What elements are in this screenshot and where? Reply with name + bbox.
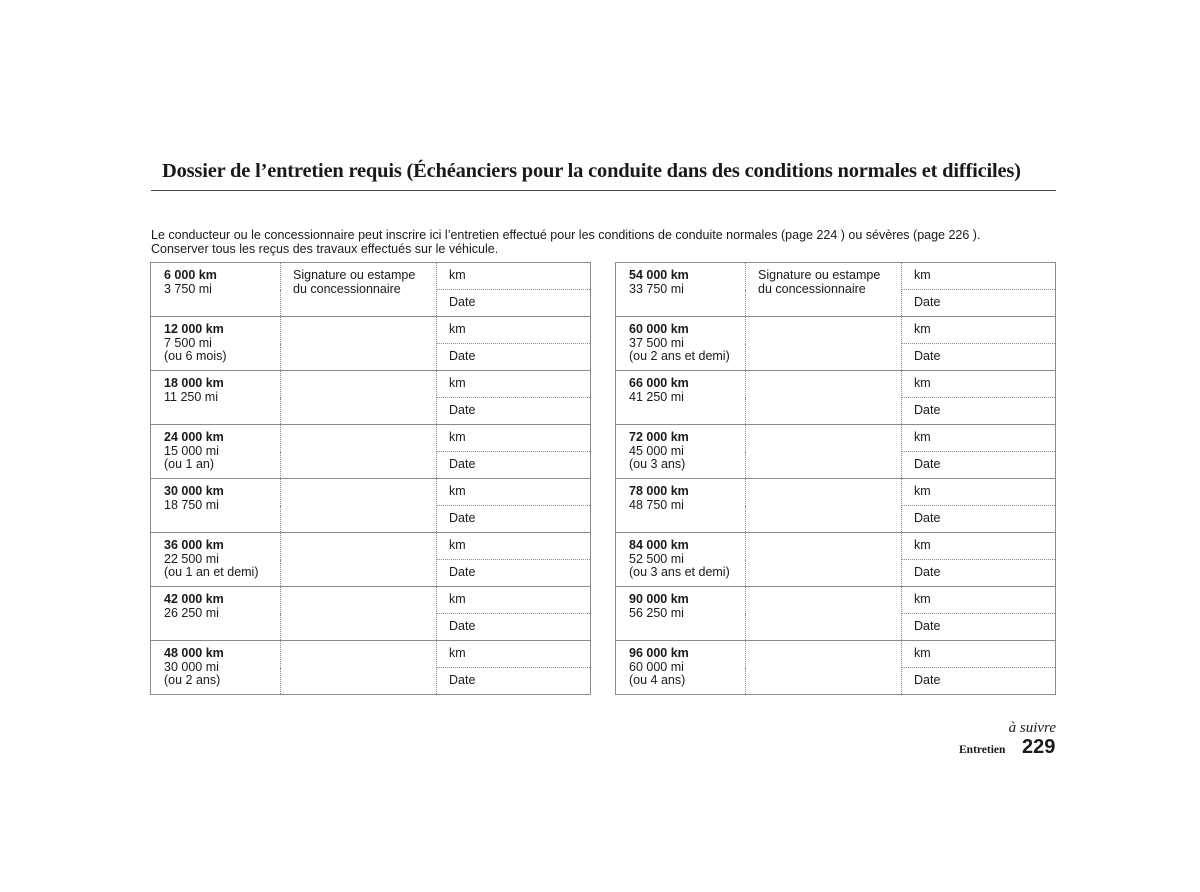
table-row xyxy=(616,371,1056,398)
mileage-cell xyxy=(151,533,281,587)
mileage-cell xyxy=(616,371,746,425)
km-entry-field[interactable] xyxy=(437,587,591,614)
km-entry-field[interactable] xyxy=(902,479,1056,506)
mileage-cell xyxy=(616,317,746,371)
km-field-label: km xyxy=(449,268,466,282)
table-row xyxy=(616,533,1056,560)
signature-field[interactable] xyxy=(281,479,437,533)
mileage-interval-note: (ou 6 mois) xyxy=(164,349,227,363)
table-row xyxy=(151,479,591,506)
km-field-label: km xyxy=(914,430,931,444)
signature-field[interactable] xyxy=(281,425,437,479)
date-entry-field[interactable] xyxy=(902,452,1056,479)
date-entry-field[interactable] xyxy=(902,668,1056,695)
mileage-cell xyxy=(151,317,281,371)
date-entry-field[interactable] xyxy=(902,560,1056,587)
signature-field[interactable] xyxy=(281,533,437,587)
signature-field[interactable] xyxy=(281,641,437,695)
mileage-km: 18 000 km xyxy=(164,376,224,390)
table-row xyxy=(151,263,591,290)
signature-field[interactable] xyxy=(746,263,902,317)
mileage-mi: 7 500 mi xyxy=(164,335,212,350)
km-entry-field[interactable] xyxy=(437,479,591,506)
date-entry-field[interactable] xyxy=(902,614,1056,641)
mileage-mi: 60 000 mi xyxy=(629,659,684,674)
mileage-interval-note: (ou 3 ans et demi) xyxy=(629,565,730,579)
date-field-label: Date xyxy=(449,511,476,525)
maintenance-log-table-right xyxy=(615,262,1056,695)
date-entry-field[interactable] xyxy=(437,668,591,695)
mileage-mi: 56 250 mi xyxy=(629,605,684,620)
continued-label: à suivre xyxy=(1008,720,1056,736)
mileage-cell xyxy=(151,479,281,533)
mileage-cell xyxy=(151,263,281,317)
signature-field[interactable] xyxy=(746,533,902,587)
km-field-label: km xyxy=(449,376,466,390)
section-name: Entretien xyxy=(959,744,1006,756)
km-entry-field[interactable] xyxy=(902,371,1056,398)
mileage-mi: 41 250 mi xyxy=(629,389,684,404)
km-entry-field[interactable] xyxy=(437,317,591,344)
km-entry-field[interactable] xyxy=(437,641,591,668)
km-field-label: km xyxy=(914,592,931,606)
mileage-interval-note: (ou 2 ans et demi) xyxy=(629,349,730,363)
mileage-cell xyxy=(151,371,281,425)
km-field-label: km xyxy=(914,646,931,660)
table-row xyxy=(151,371,591,398)
signature-field[interactable] xyxy=(281,317,437,371)
date-field-label: Date xyxy=(449,403,476,417)
mileage-km: 30 000 km xyxy=(164,484,224,498)
km-field-label: km xyxy=(914,322,931,336)
km-entry-field[interactable] xyxy=(902,425,1056,452)
mileage-mi: 45 000 mi xyxy=(629,443,684,458)
mileage-interval-note: (ou 4 ans) xyxy=(629,673,686,687)
km-field-label: km xyxy=(449,484,466,498)
mileage-cell xyxy=(151,641,281,695)
date-field-label: Date xyxy=(914,619,941,633)
mileage-mi: 26 250 mi xyxy=(164,605,219,620)
mileage-cell xyxy=(616,533,746,587)
date-entry-field[interactable] xyxy=(437,344,591,371)
date-entry-field[interactable] xyxy=(902,398,1056,425)
mileage-cell xyxy=(616,641,746,695)
km-field-label: km xyxy=(449,322,466,336)
date-field-label: Date xyxy=(914,673,941,687)
date-entry-field[interactable] xyxy=(902,290,1056,317)
signature-label: du concessionnaire xyxy=(758,281,866,296)
km-entry-field[interactable] xyxy=(437,263,591,290)
date-field-label: Date xyxy=(449,673,476,687)
date-field-label: Date xyxy=(914,511,941,525)
mileage-mi: 11 250 mi xyxy=(164,389,218,404)
km-field-label: km xyxy=(449,646,466,660)
mileage-mi: 37 500 mi xyxy=(629,335,684,350)
date-entry-field[interactable] xyxy=(437,560,591,587)
page-number: 229 xyxy=(1022,736,1056,758)
mileage-cell xyxy=(151,587,281,641)
mileage-km: 12 000 km xyxy=(164,322,224,336)
signature-field[interactable] xyxy=(746,371,902,425)
km-field-label: km xyxy=(914,484,931,498)
table-row xyxy=(151,533,591,560)
date-field-label: Date xyxy=(449,457,476,471)
mileage-interval-note: (ou 3 ans) xyxy=(629,457,686,471)
signature-label: du concessionnaire xyxy=(293,281,401,296)
mileage-cell xyxy=(616,263,746,317)
mileage-mi: 48 750 mi xyxy=(629,497,684,512)
mileage-interval-note: (ou 2 ans) xyxy=(164,673,221,687)
mileage-km: 78 000 km xyxy=(629,484,689,498)
mileage-mi: 52 500 mi xyxy=(629,551,684,566)
date-field-label: Date xyxy=(914,457,941,471)
mileage-mi: 30 000 mi xyxy=(164,659,219,674)
mileage-mi: 18 750 mi xyxy=(164,497,219,512)
km-entry-field[interactable] xyxy=(437,533,591,560)
intro-text xyxy=(151,228,1056,256)
km-field-label: km xyxy=(449,538,466,552)
signature-field[interactable] xyxy=(746,479,902,533)
signature-field[interactable] xyxy=(281,587,437,641)
maintenance-log-table-left xyxy=(150,262,591,695)
mileage-km: 90 000 km xyxy=(629,592,689,606)
mileage-km: 66 000 km xyxy=(629,376,689,390)
date-entry-field[interactable] xyxy=(437,506,591,533)
km-field-label: km xyxy=(914,376,931,390)
km-entry-field[interactable] xyxy=(902,263,1056,290)
mileage-mi: 33 750 mi xyxy=(629,281,684,296)
signature-field[interactable] xyxy=(746,641,902,695)
km-entry-field[interactable] xyxy=(437,425,591,452)
km-entry-field[interactable] xyxy=(902,317,1056,344)
date-entry-field[interactable] xyxy=(437,452,591,479)
km-field-label: km xyxy=(449,592,466,606)
mileage-cell xyxy=(151,425,281,479)
page-title: Dossier de l’entretien requis (Échéanciers pour la conduite dans des conditions normales et difficiles) xyxy=(162,160,1021,182)
mileage-km: 6 000 km xyxy=(164,268,217,282)
mileage-km: 96 000 km xyxy=(629,646,689,660)
date-field-label: Date xyxy=(914,565,941,579)
signature-field[interactable] xyxy=(746,425,902,479)
km-field-label: km xyxy=(914,268,931,282)
mileage-cell xyxy=(616,587,746,641)
intro-line-2: Conserver tous les reçus des travaux effectués sur le véhicule. xyxy=(151,242,499,256)
date-entry-field[interactable] xyxy=(437,614,591,641)
table-row xyxy=(616,641,1056,668)
date-field-label: Date xyxy=(914,403,941,417)
mileage-mi: 22 500 mi xyxy=(164,551,219,566)
mileage-interval-note: (ou 1 an) xyxy=(164,457,215,471)
mileage-interval-note: (ou 1 an et demi) xyxy=(164,565,259,579)
mileage-km: 36 000 km xyxy=(164,538,224,552)
table-row xyxy=(151,587,591,614)
mileage-km: 60 000 km xyxy=(629,322,689,336)
mileage-km: 84 000 km xyxy=(629,538,689,552)
mileage-km: 48 000 km xyxy=(164,646,224,660)
signature-label: Signature ou estampe xyxy=(293,268,416,282)
table-row xyxy=(151,317,591,344)
table-row xyxy=(616,587,1056,614)
signature-field[interactable] xyxy=(746,587,902,641)
km-entry-field[interactable] xyxy=(902,641,1056,668)
date-field-label: Date xyxy=(449,619,476,633)
date-entry-field[interactable] xyxy=(902,506,1056,533)
mileage-km: 72 000 km xyxy=(629,430,689,444)
km-entry-field[interactable] xyxy=(902,533,1056,560)
table-row xyxy=(616,425,1056,452)
date-entry-field[interactable] xyxy=(437,290,591,317)
title-divider xyxy=(151,190,1056,191)
mileage-km: 54 000 km xyxy=(629,268,689,282)
date-field-label: Date xyxy=(914,349,941,363)
mileage-cell xyxy=(616,425,746,479)
signature-field[interactable] xyxy=(746,317,902,371)
signature-field[interactable] xyxy=(281,371,437,425)
signature-label: Signature ou estampe xyxy=(758,268,881,282)
date-entry-field[interactable] xyxy=(437,398,591,425)
date-field-label: Date xyxy=(449,349,476,363)
mileage-cell xyxy=(616,479,746,533)
table-row xyxy=(151,425,591,452)
km-entry-field[interactable] xyxy=(902,587,1056,614)
date-field-label: Date xyxy=(449,295,476,309)
km-field-label: km xyxy=(914,538,931,552)
table-row xyxy=(616,317,1056,344)
mileage-km: 42 000 km xyxy=(164,592,224,606)
km-entry-field[interactable] xyxy=(437,371,591,398)
date-field-label: Date xyxy=(449,565,476,579)
table-row xyxy=(151,641,591,668)
mileage-mi: 15 000 mi xyxy=(164,443,219,458)
mileage-mi: 3 750 mi xyxy=(164,281,212,296)
table-row xyxy=(616,263,1056,290)
intro-line-1: Le conducteur ou le concessionnaire peut inscrire ici l’entretien effectué pour les conditions de conduite normales (page 224 ) ou sévères (page 226 ). xyxy=(151,228,981,242)
table-row xyxy=(616,479,1056,506)
date-field-label: Date xyxy=(914,295,941,309)
signature-field[interactable] xyxy=(281,263,437,317)
mileage-km: 24 000 km xyxy=(164,430,224,444)
km-field-label: km xyxy=(449,430,466,444)
date-entry-field[interactable] xyxy=(902,344,1056,371)
